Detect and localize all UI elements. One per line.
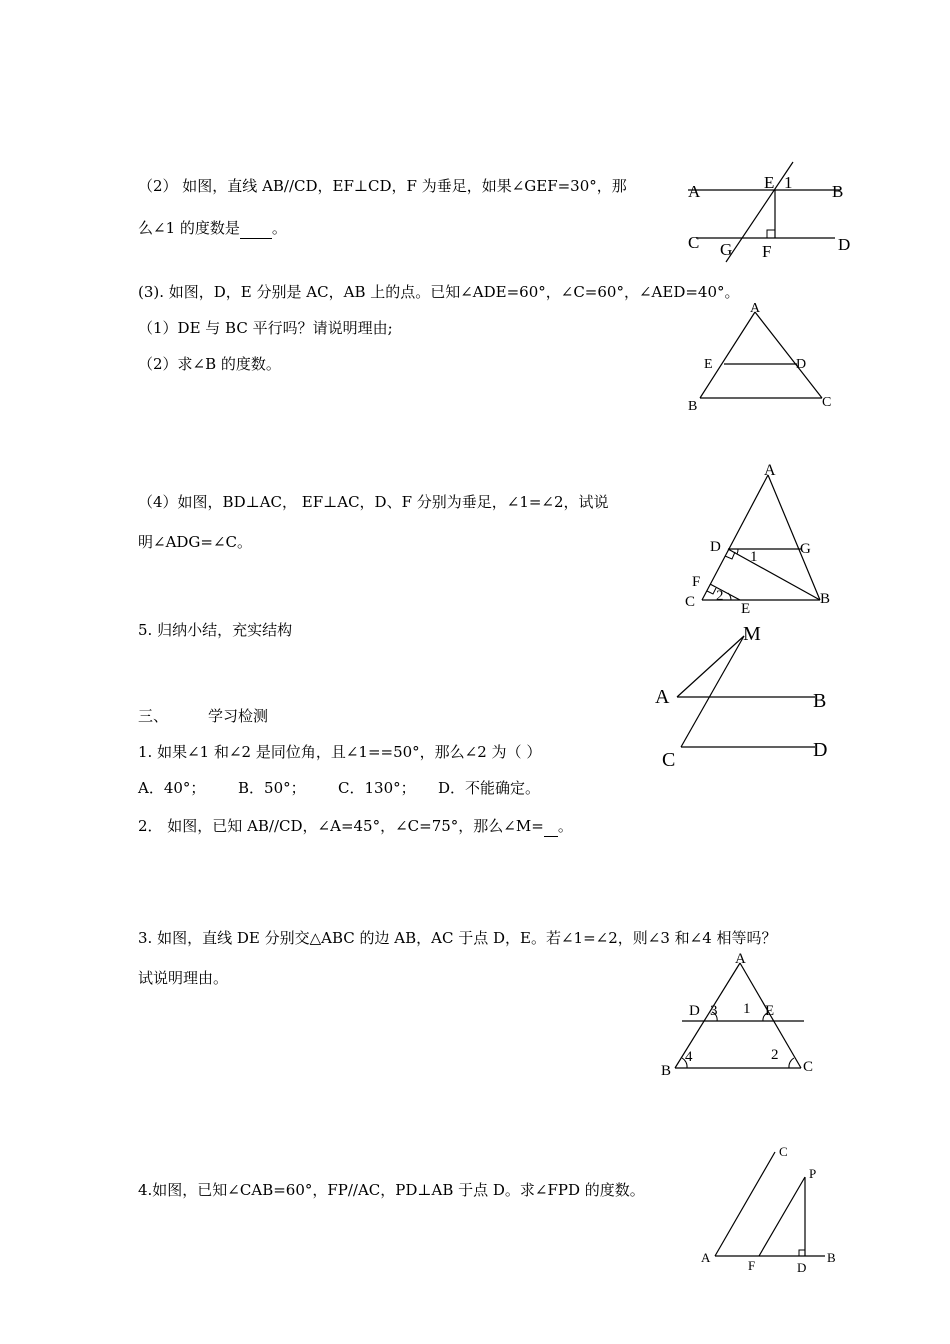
q3-sub2: （2）求∠B 的度数。 xyxy=(138,355,281,373)
q3-label-C: C xyxy=(822,395,832,410)
t3-label-A: A xyxy=(735,951,746,967)
t3-label-1: 1 xyxy=(743,1001,751,1017)
t3-label-E: E xyxy=(765,1003,775,1019)
t2-label-B: B xyxy=(813,690,827,712)
t2-answer-blank xyxy=(544,816,558,837)
t2-label-M: M xyxy=(743,623,761,645)
t2-label-C: C xyxy=(662,749,676,771)
q3-text-line1: (3). 如图，D，E 分别是 AC，AB 上的点。已知∠ADE=60°，∠C=60°，∠AED=40°。 xyxy=(138,283,740,301)
t4-figure xyxy=(695,1140,845,1280)
t1-question: 1. 如果∠1 和∠2 是同位角，且∠1==50°，那么∠2 为（ ） xyxy=(138,743,542,761)
q3-label-A: A xyxy=(750,301,761,316)
q2-label-1: 1 xyxy=(784,173,793,192)
t3-figure xyxy=(655,945,835,1085)
t4-label-P: P xyxy=(809,1166,817,1181)
t1-option-a: A．40°； xyxy=(138,779,206,797)
q4-label-B: B xyxy=(820,591,831,607)
q4-label-G: G xyxy=(800,541,811,557)
q4-text-line2: 明∠ADG=∠C。 xyxy=(138,533,253,551)
t2-figure xyxy=(645,620,845,770)
t4-label-F: F xyxy=(748,1258,756,1273)
t1-options xyxy=(138,778,540,798)
t4-label-C: C xyxy=(779,1144,788,1159)
q2-answer-blank xyxy=(240,218,272,239)
q2-figure xyxy=(680,150,860,270)
q4-label-1: 1 xyxy=(750,549,758,565)
q2-text-line2 xyxy=(138,218,287,239)
t4-label-A: A xyxy=(701,1250,711,1265)
t3-label-B: B xyxy=(661,1063,672,1079)
section3-number: 三、 xyxy=(138,707,169,725)
q2-label-C: C xyxy=(688,233,700,252)
t1-option-b: B．50°； xyxy=(238,779,306,797)
q4-label-D: D xyxy=(710,539,721,555)
q2-text-line2-prefix: 么∠1 的度数是 xyxy=(138,219,240,237)
q2-label-A: A xyxy=(688,182,701,201)
section3-heading xyxy=(138,706,268,726)
q4-text-line1: （4）如图，BD⊥AC， EF⊥AC，D、F 分别为垂足，∠1=∠2，试说 xyxy=(138,493,609,511)
t3-label-D: D xyxy=(689,1003,700,1019)
q4-label-2: 2 xyxy=(716,588,724,604)
q4-label-F: F xyxy=(692,574,701,590)
t4-text-line1: 4.如图，已知∠CAB=60°，FP//AC，PD⊥AB 于点 D。求∠FPD 的度数。 xyxy=(138,1181,645,1199)
t1-option-c: C．130°； xyxy=(338,779,416,797)
q4-label-E: E xyxy=(741,601,751,617)
q2-text-line1: （2） 如图，直线 AB//CD，EF⊥CD，F 为垂足，如果∠GEF=30°，那 xyxy=(138,177,627,195)
t2-question xyxy=(138,816,573,837)
q2-label-E: E xyxy=(764,173,775,192)
q2-label-B: B xyxy=(832,182,844,201)
q4-label-A: A xyxy=(764,462,776,479)
t2-label-A: A xyxy=(655,686,670,708)
section3-title: 学习检测 xyxy=(208,707,269,725)
t3-text-line1: 3. 如图，直线 DE 分别交△ABC 的边 AB，AC 于点 D，E。若∠1=∠2，则∠3 和∠4 相等吗？ xyxy=(138,929,777,947)
q3-figure xyxy=(680,298,850,418)
t4-label-D: D xyxy=(797,1260,807,1275)
t2-question-suffix: 。 xyxy=(557,817,573,835)
q2-label-G: G xyxy=(720,240,733,259)
q3-label-D: D xyxy=(796,357,807,372)
q3-label-E: E xyxy=(704,357,713,372)
q3-label-B: B xyxy=(688,399,698,414)
q2-label-F: F xyxy=(762,242,772,261)
t3-label-3: 3 xyxy=(710,1003,718,1019)
t2-question-prefix: 2． 如图，已知 AB//CD，∠A=45°，∠C=75°，那么∠M= xyxy=(138,817,544,835)
t4-label-B: B xyxy=(827,1250,836,1265)
t2-label-D: D xyxy=(813,739,828,761)
t3-label-4: 4 xyxy=(685,1049,693,1065)
q2-label-D: D xyxy=(838,235,851,254)
t3-label-2: 2 xyxy=(771,1047,779,1063)
t3-text-line2: 试说明理由。 xyxy=(138,969,229,987)
t1-option-d: D．不能确定。 xyxy=(438,779,541,797)
t3-label-C: C xyxy=(803,1059,814,1075)
summary-heading: 5. 归纳小结，充实结构 xyxy=(138,621,293,639)
q4-figure xyxy=(680,455,850,620)
q4-label-C: C xyxy=(685,594,696,610)
q3-sub1: （1）DE 与 BC 平行吗？请说明理由; xyxy=(138,319,393,337)
q2-text-line2-suffix: 。 xyxy=(271,219,287,237)
